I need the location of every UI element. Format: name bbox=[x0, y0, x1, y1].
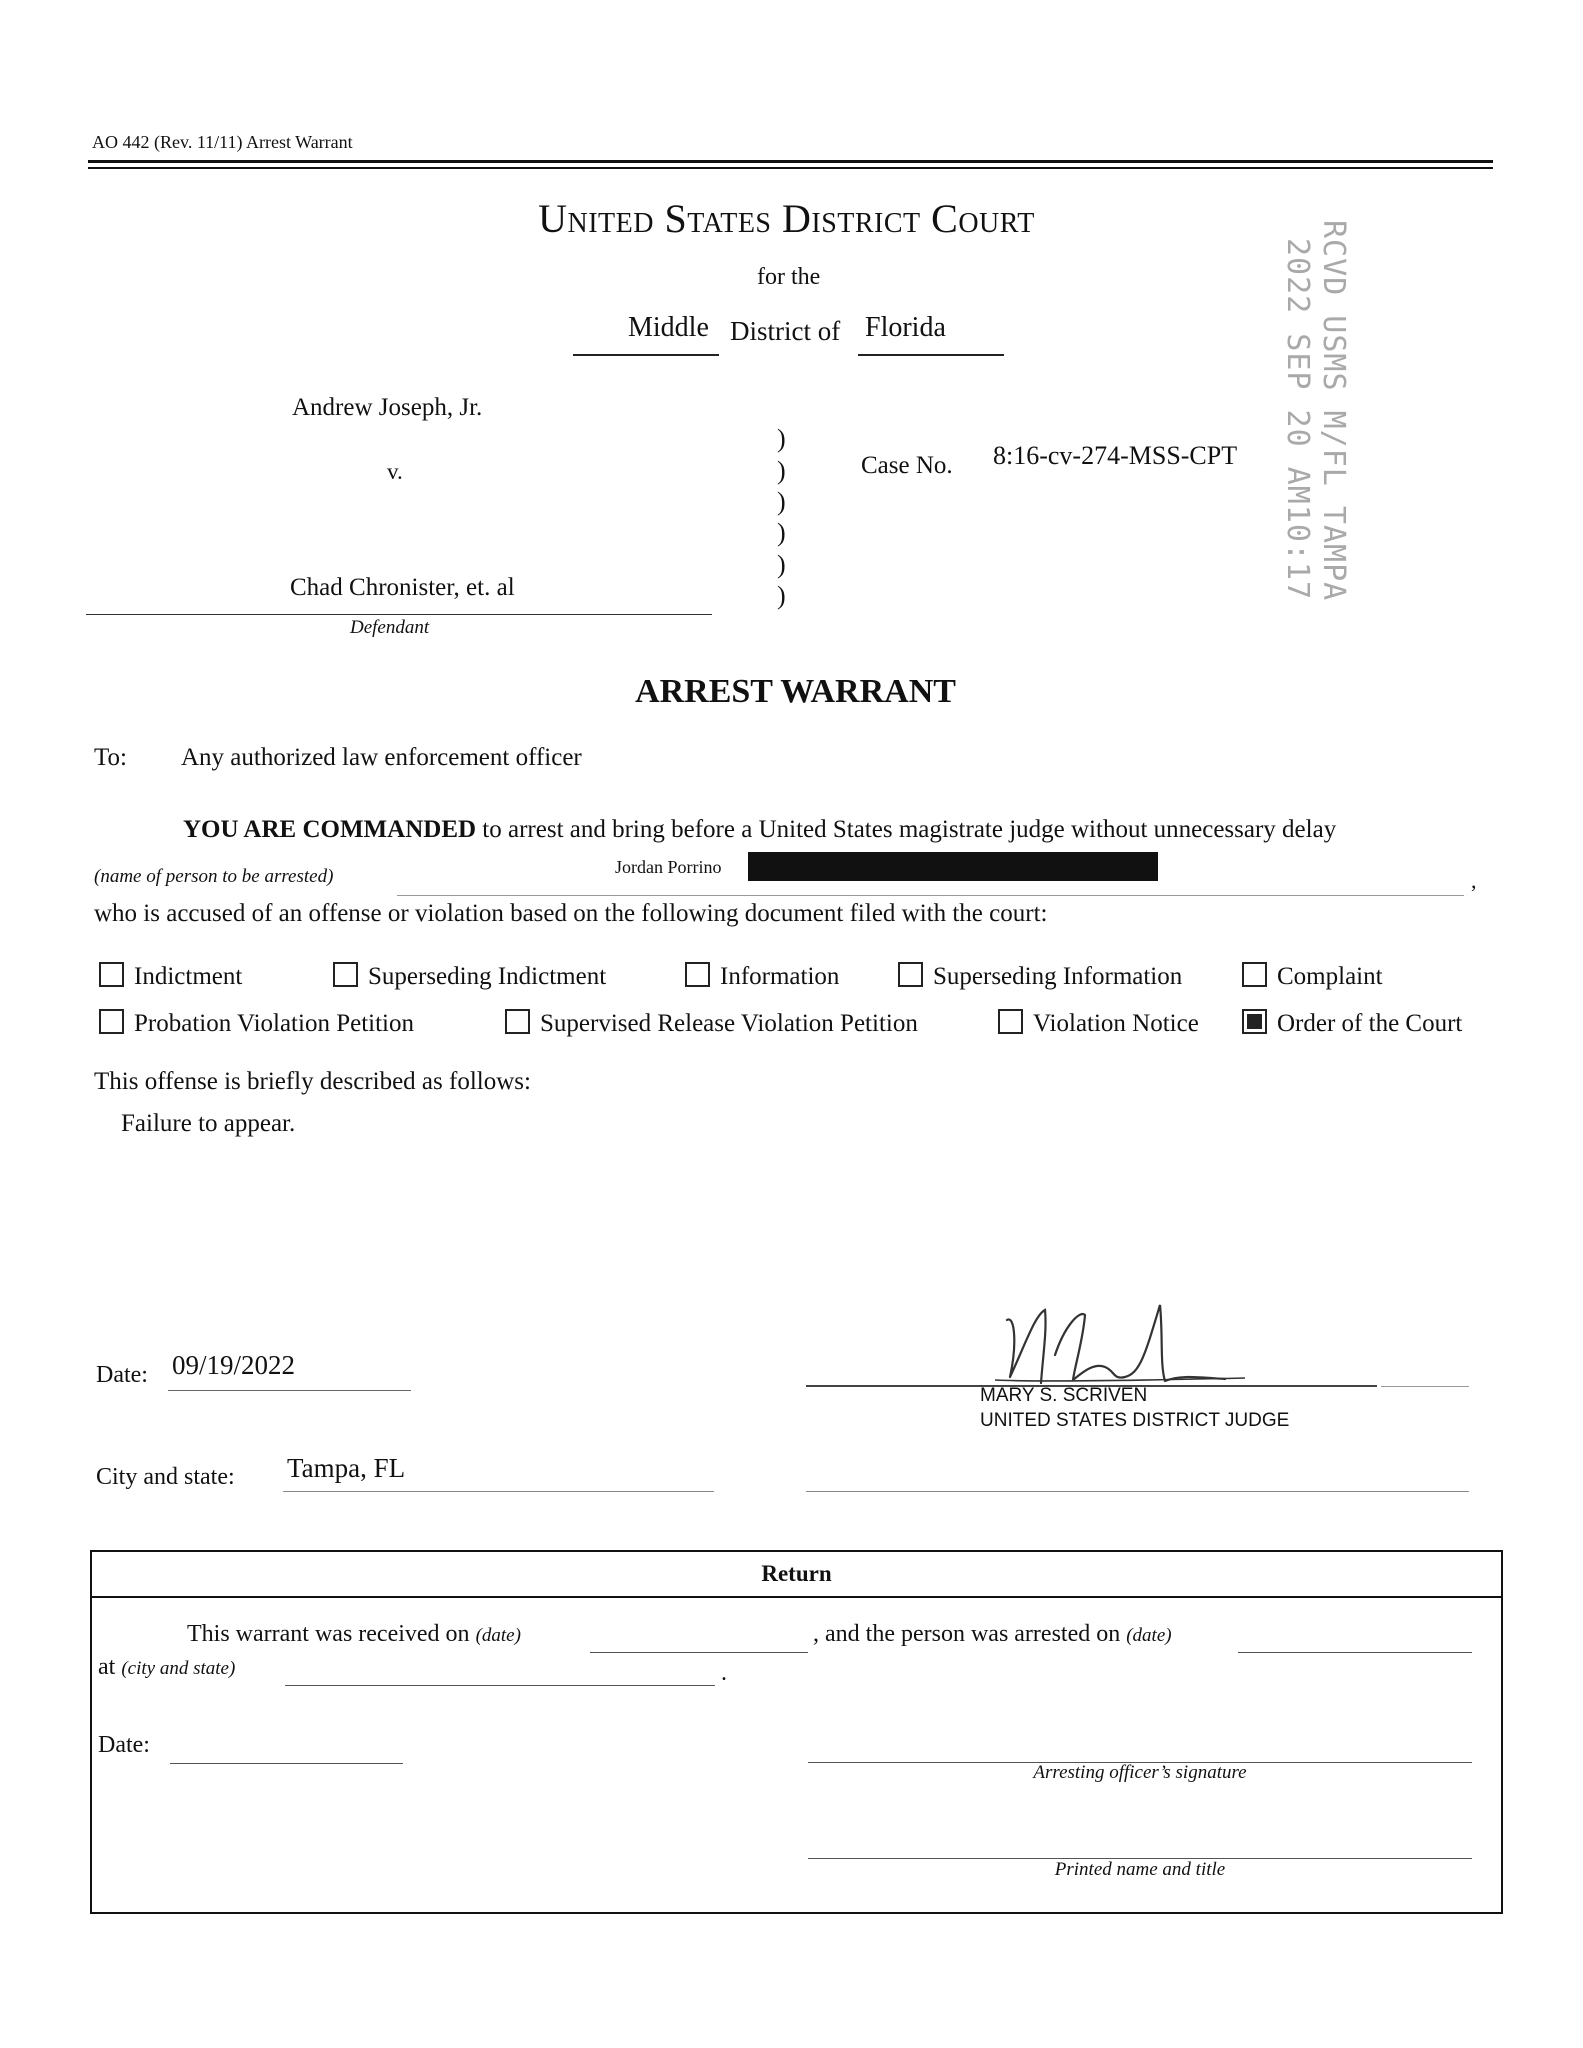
arrest-location-line bbox=[98, 1654, 235, 1681]
checkbox-icon[interactable] bbox=[333, 962, 358, 987]
accused-text: who is accused of an offense or violation based on the following document filed with the court: bbox=[94, 900, 1048, 927]
redaction-bar bbox=[748, 852, 1158, 881]
document-option-superseding-information[interactable]: Superseding Information bbox=[898, 962, 1182, 991]
person-name-label: (name of person to be arrested) bbox=[94, 866, 334, 887]
caption-paren: ) bbox=[777, 456, 786, 485]
person-name: Jordan Porrino bbox=[615, 857, 722, 877]
city-state-line bbox=[283, 1491, 714, 1492]
judge-signature bbox=[955, 1285, 1255, 1395]
checkbox-icon[interactable] bbox=[998, 1009, 1023, 1034]
case-number-label: Case No. bbox=[861, 452, 953, 479]
document-option-supervised-release-violation-petition[interactable]: Supervised Release Violation Petition bbox=[505, 1009, 918, 1038]
judge-title-line bbox=[806, 1491, 1469, 1492]
document-option-order-of-the-court[interactable]: Order of the Court bbox=[1242, 1009, 1462, 1038]
command-text: to arrest and bring before a United States magistrate judge without unnecessary delay bbox=[476, 816, 1337, 843]
judge-name: MARY S. SCRIVEN bbox=[980, 1385, 1148, 1406]
district-state: Florida bbox=[865, 312, 946, 343]
checkbox-checked-icon[interactable] bbox=[1242, 1009, 1267, 1034]
header-rule-thin bbox=[88, 167, 1493, 169]
warrant-title: ARREST WARRANT bbox=[635, 673, 956, 710]
document-option-indictment[interactable]: Indictment bbox=[99, 962, 242, 991]
city-state-hint: (city and state) bbox=[121, 1658, 236, 1679]
caption-paren: ) bbox=[777, 581, 786, 610]
defendant-label: Defendant bbox=[350, 617, 430, 638]
checkbox-icon[interactable] bbox=[99, 1009, 124, 1034]
person-name-line bbox=[397, 895, 1464, 896]
judge-signature-line-ext bbox=[1381, 1386, 1469, 1387]
issue-date: 09/19/2022 bbox=[172, 1350, 296, 1380]
received-date-line[interactable] bbox=[590, 1652, 808, 1653]
issue-date-line bbox=[168, 1390, 411, 1391]
document-option-information[interactable]: Information bbox=[685, 962, 839, 991]
judge-title: UNITED STATES DISTRICT JUDGE bbox=[980, 1410, 1290, 1431]
district-name: Middle bbox=[628, 312, 709, 343]
warrant-title-row bbox=[0, 673, 1583, 711]
document-option-complaint[interactable]: Complaint bbox=[1242, 962, 1383, 991]
court-title: United States District Court bbox=[538, 196, 1035, 241]
checkbox-icon[interactable] bbox=[1242, 962, 1267, 987]
defendant-line bbox=[86, 614, 712, 615]
offense-description: Failure to appear. bbox=[121, 1110, 296, 1137]
city-state-label: City and state: bbox=[96, 1464, 235, 1490]
return-section bbox=[90, 1550, 1503, 1914]
issue-date-label: Date: bbox=[96, 1362, 148, 1388]
checkbox-icon[interactable] bbox=[99, 962, 124, 987]
printed-name-caption: Printed name and title bbox=[1054, 1859, 1226, 1880]
for-the-text: for the bbox=[757, 264, 821, 290]
checkbox-icon[interactable] bbox=[685, 962, 710, 987]
at-text: at bbox=[98, 1654, 116, 1680]
officer-signature-caption: Arresting officer’s signature bbox=[1033, 1762, 1247, 1783]
district-name-line bbox=[573, 354, 719, 356]
command-sentence bbox=[183, 816, 1336, 844]
district-of-text: District of bbox=[730, 316, 841, 346]
document-option-probation-violation-petition[interactable]: Probation Violation Petition bbox=[99, 1009, 414, 1038]
versus-text: v. bbox=[387, 459, 403, 484]
caption-paren: ) bbox=[777, 518, 786, 547]
stamp-line-2: 2022 SEP 20 AM10:17 bbox=[1280, 238, 1315, 601]
command-emphasis: YOU ARE COMMANDED bbox=[183, 816, 477, 843]
caption-paren: ) bbox=[777, 487, 786, 516]
stamp-line-1: RCVD USMS M/FL TAMPA bbox=[1316, 220, 1351, 602]
arrested-text: , and the person was arrested on bbox=[813, 1621, 1121, 1647]
received-line bbox=[187, 1621, 521, 1648]
caption-paren: ) bbox=[777, 424, 786, 453]
form-identifier: AO 442 (Rev. 11/11) Arrest Warrant bbox=[92, 132, 353, 152]
header-rule bbox=[88, 160, 1493, 163]
location-period: . bbox=[721, 1660, 727, 1686]
arrested-line bbox=[813, 1621, 1172, 1648]
to-label: To: bbox=[94, 744, 127, 771]
state-line bbox=[858, 354, 1004, 356]
city-state: Tampa, FL bbox=[287, 1453, 406, 1483]
offense-label: This offense is briefly described as follows: bbox=[94, 1068, 531, 1095]
to-recipient: Any authorized law enforcement officer bbox=[181, 744, 582, 771]
received-date-hint: (date) bbox=[475, 1625, 521, 1646]
checkbox-icon[interactable] bbox=[898, 962, 923, 987]
caption-paren: ) bbox=[777, 550, 786, 579]
arrest-location-field[interactable] bbox=[285, 1685, 715, 1686]
arrested-date-hint: (date) bbox=[1126, 1625, 1172, 1646]
document-option-superseding-indictment[interactable]: Superseding Indictment bbox=[333, 962, 606, 991]
defendant-name: Chad Chronister, et. al bbox=[290, 574, 515, 601]
person-name-comma: , bbox=[1471, 868, 1477, 893]
document-option-violation-notice[interactable]: Violation Notice bbox=[998, 1009, 1199, 1038]
return-date-line[interactable] bbox=[170, 1763, 403, 1764]
return-date-label: Date: bbox=[98, 1732, 150, 1758]
received-text: This warrant was received on bbox=[187, 1621, 470, 1647]
case-number: 8:16-cv-274-MSS-CPT bbox=[993, 441, 1238, 470]
return-title: Return bbox=[92, 1552, 1501, 1598]
plaintiff-name: Andrew Joseph, Jr. bbox=[292, 394, 483, 421]
checkbox-icon[interactable] bbox=[505, 1009, 530, 1034]
received-stamp bbox=[1243, 220, 1363, 602]
arrested-date-line[interactable] bbox=[1238, 1652, 1472, 1653]
